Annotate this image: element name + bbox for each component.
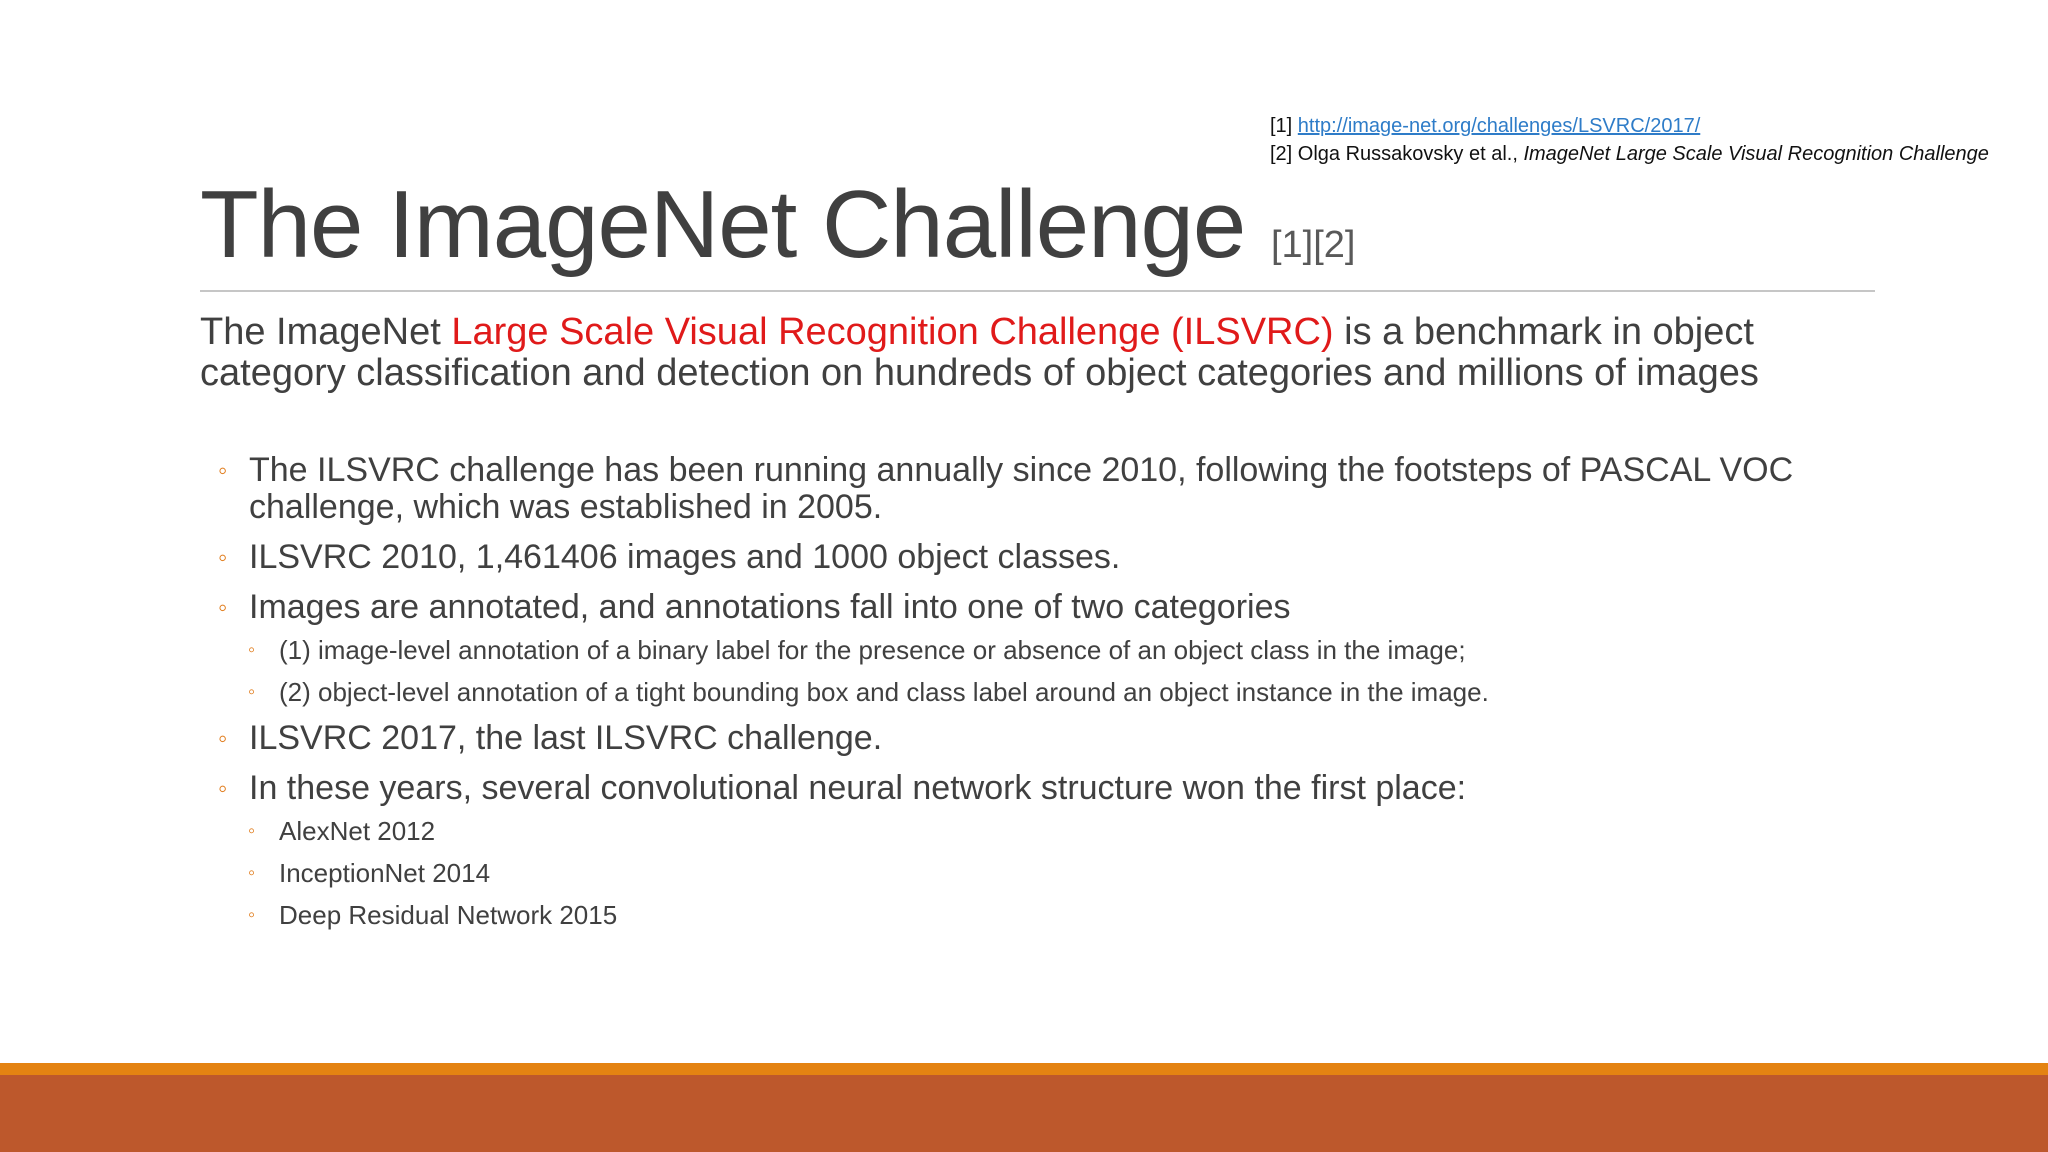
bullet-marker-icon: ◦ (218, 455, 228, 485)
sub-bullet-marker-icon: ◦ (248, 904, 256, 926)
bullet-marker-icon: ◦ (218, 723, 228, 753)
bullet-item (200, 539, 1820, 576)
intro-paragraph (200, 312, 1880, 394)
references (1270, 112, 1989, 168)
slide-title-main: The ImageNet Challenge (200, 171, 1246, 278)
bullet-text: ILSVRC 2017, the last ILSVRC challenge. (249, 719, 883, 757)
title-divider (200, 290, 1875, 292)
slide-title-citation: [1][2] (1270, 224, 1356, 266)
sub-bullet-item (200, 634, 1820, 666)
intro-suffix: is a benchmark in object category classification and detection on hundreds of object categories and millions of images (200, 311, 1759, 394)
reference-1 (1270, 112, 1989, 140)
bullet-marker-icon: ◦ (218, 542, 228, 572)
sub-bullet-text: Deep Residual Network 2015 (279, 900, 618, 930)
bullet-text: In these years, several convolutional neural network structure won the first place: (249, 769, 1467, 807)
reference-2 (1270, 140, 1989, 168)
sub-bullet-item (200, 857, 1820, 889)
footer-band (0, 1075, 2048, 1152)
footer-accent-stripe (0, 1063, 2048, 1075)
bullet-marker-icon: ◦ (218, 592, 228, 622)
sub-bullet-item (200, 676, 1820, 708)
sub-bullet-marker-icon: ◦ (248, 820, 256, 842)
bullet-item (200, 589, 1820, 626)
sub-bullet-item (200, 899, 1820, 931)
sub-bullet-marker-icon: ◦ (248, 681, 256, 703)
intro-prefix: The ImageNet (200, 311, 452, 353)
bullet-item (200, 770, 1820, 807)
bullet-marker-icon: ◦ (218, 773, 228, 803)
bullet-text: ILSVRC 2010, 1,461406 images and 1000 object classes. (249, 538, 1121, 576)
bullet-item (200, 452, 1820, 526)
intro-highlight: Large Scale Visual Recognition Challenge (ILSVRC) (451, 311, 1334, 353)
bullet-text: The ILSVRC challenge has been running annually since 2010, following the footsteps of PASCAL VOC challenge, which was established in 2005. (249, 451, 1794, 526)
bullet-item (200, 720, 1820, 757)
sub-bullet-marker-icon: ◦ (248, 862, 256, 884)
bullet-list (200, 452, 1820, 941)
sub-bullet-item (200, 815, 1820, 847)
reference-2-title: ImageNet Large Scale Visual Recognition Challenge (1523, 143, 1989, 165)
sub-bullet-text: InceptionNet 2014 (279, 858, 491, 888)
sub-bullet-text: (2) object-level annotation of a tight bounding box and class label around an object instance in the image. (279, 677, 1489, 707)
reference-2-prefix: [2] Olga Russakovsky et al., (1270, 143, 1524, 165)
reference-1-prefix: [1] (1270, 115, 1298, 137)
bullet-text: Images are annotated, and annotations fall into one of two categories (249, 588, 1291, 626)
reference-1-link[interactable]: http://image-net.org/challenges/LSVRC/2017/ (1297, 115, 1701, 137)
slide-title (200, 170, 1355, 300)
sub-bullet-marker-icon: ◦ (248, 639, 256, 661)
sub-bullet-text: AlexNet 2012 (279, 816, 436, 846)
sub-bullet-text: (1) image-level annotation of a binary label for the presence or absence of an object class in the image; (279, 635, 1466, 665)
